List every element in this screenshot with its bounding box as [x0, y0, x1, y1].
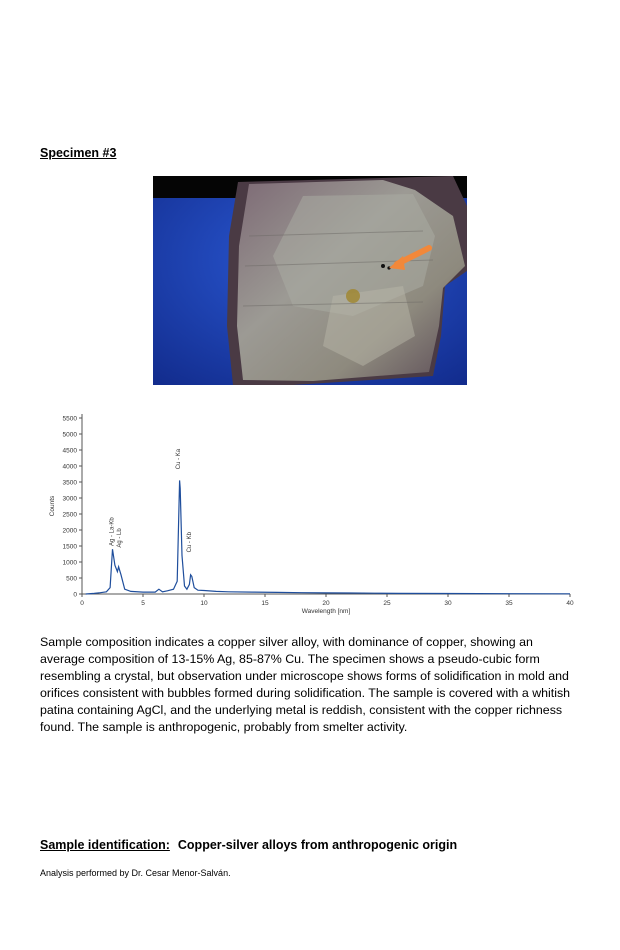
x-tick-label: 5	[141, 600, 145, 607]
peak-label: Ag - La-Kb	[109, 517, 116, 546]
peak-label: Cu - Ka	[176, 448, 183, 470]
y-tick-label: 4000	[62, 463, 77, 471]
y-tick-label: 1500	[62, 543, 77, 551]
peak-label: Ag - Lb	[117, 528, 124, 548]
peak-label: Cu - Kb	[187, 532, 194, 553]
specimen-photo-icon	[153, 176, 467, 385]
identification-value: Copper-silver alloys from anthropogenic origin	[177, 838, 458, 852]
spectrum-line	[86, 480, 570, 594]
y-tick-label: 1000	[62, 559, 77, 567]
y-axis-label: Counts	[49, 495, 56, 517]
y-tick-label: 3500	[62, 479, 77, 487]
specimen-photo	[153, 176, 467, 385]
x-tick-label: 15	[261, 600, 269, 607]
y-tick-label: 500	[66, 575, 77, 583]
specimen-title: Specimen #3	[40, 146, 117, 160]
y-tick-label: 4500	[62, 447, 77, 455]
y-tick-label: 0	[73, 591, 77, 599]
x-tick-label: 10	[200, 600, 208, 607]
x-axis-label: Wavelength [nm]	[301, 608, 351, 615]
y-tick-label: 2000	[62, 527, 77, 535]
eds-spectrum-chart	[40, 412, 580, 620]
analysis-credit: Analysis performed by Dr. Cesar Menor-Salván.	[40, 868, 231, 878]
x-tick-label: 30	[444, 600, 452, 607]
y-tick-label: 5500	[62, 415, 77, 423]
x-tick-label: 0	[80, 600, 84, 607]
x-tick-label: 25	[383, 600, 391, 607]
sample-description: Sample composition indicates a copper silver alloy, with dominance of copper, showing an average composition of 13-15% Ag, 85-87% Cu. The specimen shows a pseudo-cubic form resembling a crystal, but observation under microscope shows forms of solidification in mold and orifices consistent with bubbles formed during solidification. The sample is covered with a whitish patina containing AgCl, and the underlying metal is reddish, consistent with the copper richness found. The sample is anthropogenic, probably from smelter activity.	[40, 635, 571, 734]
y-tick-label: 5000	[62, 431, 77, 439]
identification-label: Sample identification:	[40, 838, 170, 852]
x-tick-label: 35	[505, 600, 513, 607]
y-tick-label: 3000	[62, 495, 77, 503]
x-tick-label: 40	[566, 600, 574, 607]
sample-identification	[40, 838, 457, 852]
x-tick-label: 20	[322, 600, 330, 607]
y-tick-label: 2500	[62, 511, 77, 519]
